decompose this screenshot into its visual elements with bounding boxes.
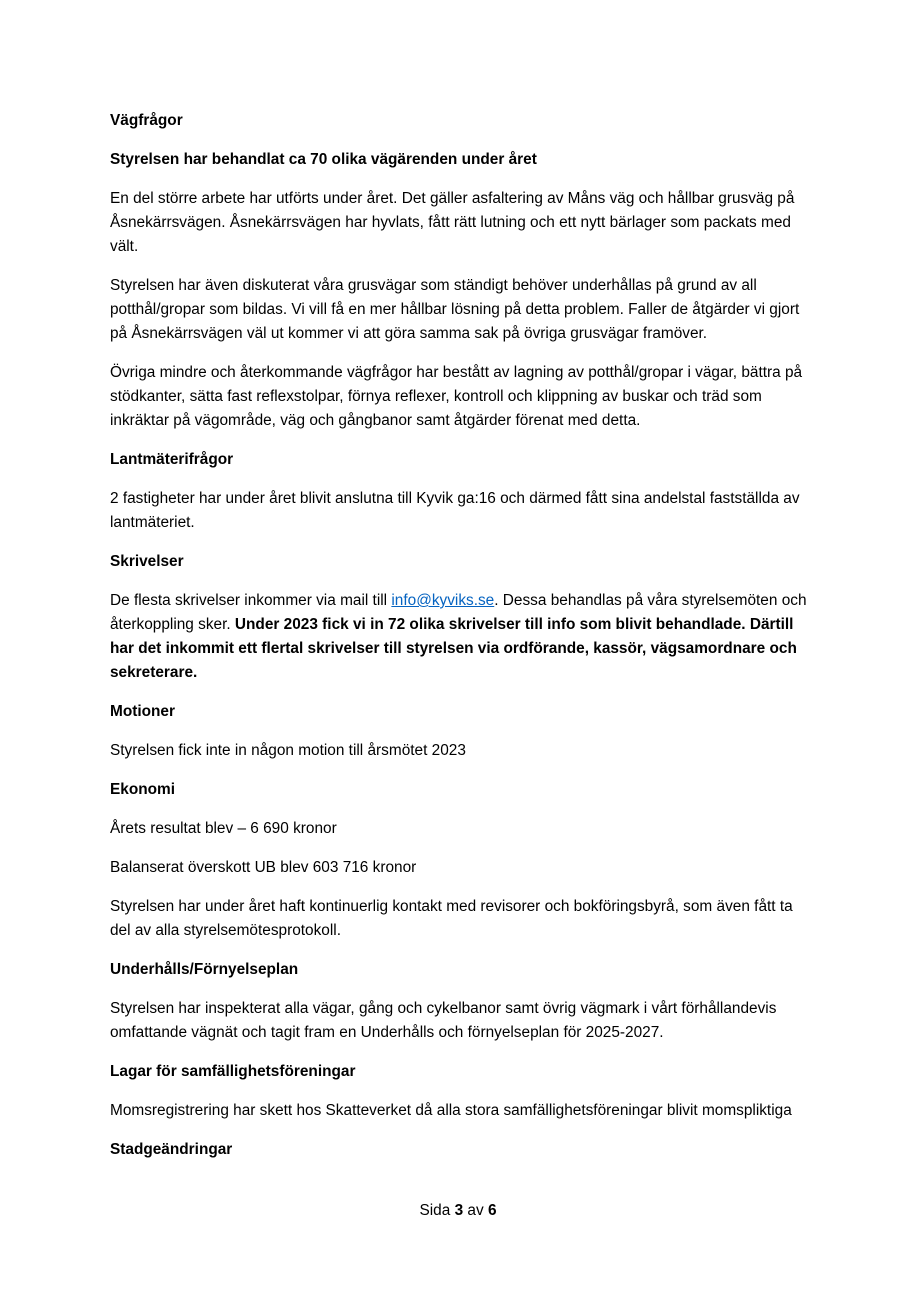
section-heading-stadge: Stadgeändringar <box>110 1141 233 1158</box>
section-subheading-vagarenden: Styrelsen har behandlat ca 70 olika vägärenden under året <box>110 151 537 168</box>
section-heading-ekonomi: Ekonomi <box>110 781 175 798</box>
section-heading-skrivelser: Skrivelser <box>110 553 184 570</box>
paragraph: Övriga mindre och återkommande vägfrågor har bestått av lagning av potthål/gropar i vägar, bättra på stödkanter, sätta fast reflexstolpar, förnya reflexer, kontroll och klippning av buskar och träd som inkräktar på vägområde, väg och gångbanor samt åtgärder förenat med detta. <box>110 364 803 429</box>
paragraph: Styrelsen fick inte in någon motion till årsmötet 2023 <box>110 742 466 759</box>
section-heading-lagar: Lagar för samfällighetsföreningar <box>110 1063 356 1080</box>
footer-prefix: Sida <box>419 1202 455 1219</box>
paragraph: Styrelsen har inspekterat alla vägar, gång och cykelbanor samt övrig vägmark i vårt förhållandevis omfattande vägnät och tagit fram en Underhålls och förnyelseplan för 2025-2027. <box>110 1000 777 1041</box>
paragraph: Balanserat överskott UB blev 603 716 kronor <box>110 859 417 876</box>
section-heading-underhall: Underhålls/Förnyelseplan <box>110 961 299 978</box>
footer-page-total: 6 <box>487 1202 497 1219</box>
paragraph: Styrelsen har under året haft kontinuerlig kontakt med revisorer och bokföringsbyrå, som även fått ta del av alla styrelsemötesprotokoll. <box>110 898 793 939</box>
bold-text: Under 2023 fick vi in 72 olika skrivelser till info som blivit behandlade. Därtill har det inkommit ett flertal skrivelser till styrelsen via ordförande, kassör, vägsamordnare och sekreterare. <box>110 616 797 681</box>
paragraph: Årets resultat blev – 6 690 kronor <box>110 820 337 837</box>
section-heading-vagfragor: Vägfrågor <box>110 112 183 129</box>
text: De flesta skrivelser inkommer via mail till <box>110 592 392 609</box>
paragraph-skrivelser <box>110 589 816 685</box>
text: . Dessa behandlas på våra styrelsemöten och återkoppling sker. <box>110 592 807 633</box>
paragraph: Momsregistrering har skett hos Skatteverket då alla stora samfällighetsföreningar blivit momspliktiga <box>110 1102 792 1119</box>
section-heading-motioner: Motioner <box>110 703 175 720</box>
paragraph: 2 fastigheter har under året blivit anslutna till Kyvik ga:16 och därmed fått sina andelstal fastställda av lantmäteriet. <box>110 490 800 531</box>
footer-middle: av <box>463 1202 488 1219</box>
document-page <box>110 109 816 1177</box>
footer-page-number: 3 <box>454 1202 464 1219</box>
section-heading-lantmateri: Lantmäterifrågor <box>110 451 234 468</box>
paragraph: En del större arbete har utförts under året. Det gäller asfaltering av Måns väg och hållbar grusväg på Åsnekärrsvägen. Åsnekärrsvägen har hyvlats, fått rätt lutning och ett nytt bärlager som packats med vält. <box>110 190 795 255</box>
page-footer <box>0 1199 916 1223</box>
paragraph: Styrelsen har även diskuterat våra grusvägar som ständigt behöver underhållas på grund av all potthål/gropar som bildas. Vi vill få en mer hållbar lösning på detta problem. Faller de åtgärder vi gjort på Åsnekärrsvägen väl ut kommer vi att göra samma sak på övriga grusvägar framöver. <box>110 277 800 342</box>
email-link[interactable]: info@kyviks.se <box>391 592 495 609</box>
